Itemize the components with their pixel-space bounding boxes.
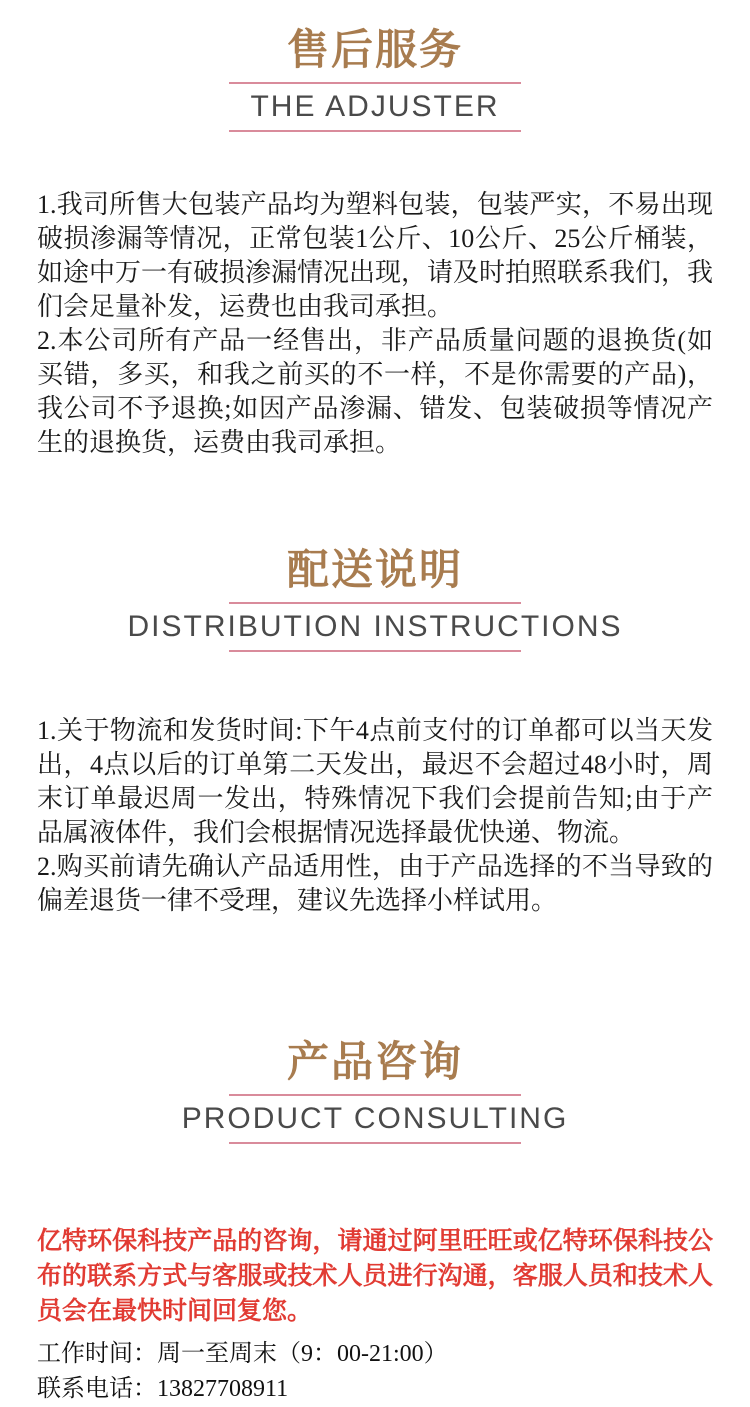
- after-sales-title-en: THE ADJUSTER: [250, 90, 500, 123]
- distribution-body: [0, 714, 750, 918]
- contact-info: [0, 1337, 750, 1407]
- distribution-header: [0, 546, 750, 652]
- divider-line: [229, 650, 521, 652]
- after-sales-paragraph-2: 2.本公司所有产品一经售出，非产品质量问题的退换货(如买错，多买，和我之前买的不一样，不是你需要的产品)，我公司不予退换;如因产品渗漏、错发、包装破损等情况产生的退换货，运费由我司承担。: [37, 326, 713, 457]
- consulting-title-zh: 产品咨询: [286, 1038, 463, 1085]
- section-after-sales: [0, 0, 750, 460]
- distribution-title-zh: 配送说明: [286, 546, 463, 593]
- after-sales-header: [0, 0, 750, 132]
- consulting-header: [0, 1038, 750, 1144]
- consulting-title-en: PRODUCT CONSULTING: [181, 1102, 569, 1135]
- section-consulting: [0, 1038, 750, 1407]
- work-hours: 工作时间：周一至周末（9：00-21:00）: [37, 1341, 448, 1367]
- after-sales-paragraph-1: 1.我司所售大包装产品均为塑料包装，包装严实，不易出现破损渗漏等情况，正常包装1公斤、10公斤、25公斤桶装，如途中万一有破损渗漏情况出现，请及时拍照联系我们，我们会足量补发，运费也由我司承担。: [37, 190, 714, 321]
- distribution-paragraph-1: 1.关于物流和发货时间:下午4点前支付的订单都可以当天发出，4点以后的订单第二天发出，最迟不会超过48小时，周末订单最迟周一发出，特殊情况下我们会提前告知;由于产品属液体件，我们会根据情况选择最优快递、物流。: [37, 716, 713, 847]
- section-distribution: [0, 546, 750, 918]
- contact-phone: 联系电话：13827708911: [37, 1376, 289, 1402]
- distribution-title-en: DISTRIBUTION INSTRUCTIONS: [127, 610, 623, 643]
- after-sales-body: [0, 188, 750, 460]
- distribution-paragraph-2: 2.购买前请先确认产品适用性，由于产品选择的不当导致的偏差退货一律不受理，建议先选择小样试用。: [37, 852, 713, 915]
- after-sales-title-zh: 售后服务: [286, 26, 463, 73]
- divider-line: [229, 1142, 521, 1144]
- divider-line: [229, 130, 521, 132]
- divider-line: [229, 602, 521, 604]
- divider-line: [229, 1094, 521, 1096]
- divider-line: [229, 82, 521, 84]
- consulting-red-notice: 亿特环保科技产品的咨询，请通过阿里旺旺或亿特环保科技公布的联系方式与客服或技术人员进行沟通，客服人员和技术人员会在最快时间回复您。: [37, 1227, 713, 1325]
